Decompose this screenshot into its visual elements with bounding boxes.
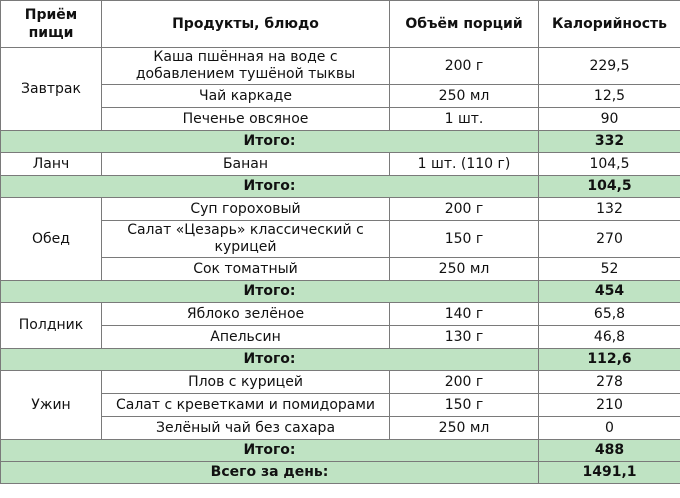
portion-cell: 250 мл <box>390 85 539 108</box>
calories-cell: 210 <box>539 394 680 417</box>
table-row <box>1 258 680 281</box>
portion-cell: 150 г <box>390 394 539 417</box>
product-cell: Каша пшённая на воде с добавлением тушёной тыквы <box>102 48 390 85</box>
portion-cell: 1 шт. (110 г) <box>390 153 539 176</box>
calories-cell: 278 <box>539 371 680 394</box>
table-row <box>1 417 680 440</box>
meal-name: Ужин <box>1 371 102 440</box>
table-row <box>1 85 680 108</box>
subtotal-value: 488 <box>539 440 680 462</box>
portion-cell: 130 г <box>390 326 539 349</box>
subtotal-label: Итого: <box>1 176 539 198</box>
product-cell: Сок томатный <box>102 258 390 281</box>
calories-cell: 270 <box>539 221 680 258</box>
product-cell: Салат «Цезарь» классический с курицей <box>102 221 390 258</box>
table-row <box>1 394 680 417</box>
portion-cell: 150 г <box>390 221 539 258</box>
portion-cell: 200 г <box>390 48 539 85</box>
portion-cell: 250 мл <box>390 417 539 440</box>
product-cell: Яблоко зелёное <box>102 303 390 326</box>
subtotal-row <box>1 131 680 153</box>
portion-cell: 250 мл <box>390 258 539 281</box>
calories-cell: 229,5 <box>539 48 680 85</box>
product-cell: Салат с креветками и помидорами <box>102 394 390 417</box>
subtotal-label: Итого: <box>1 131 539 153</box>
calories-cell: 46,8 <box>539 326 680 349</box>
meal-name: Обед <box>1 198 102 281</box>
meal-name: Завтрак <box>1 48 102 131</box>
header-row <box>1 1 680 48</box>
grand-total-row <box>1 462 680 484</box>
calories-cell: 90 <box>539 108 680 131</box>
table-row <box>1 198 680 221</box>
calories-cell: 65,8 <box>539 303 680 326</box>
subtotal-value: 454 <box>539 281 680 303</box>
table-row <box>1 303 680 326</box>
table-row <box>1 326 680 349</box>
meal-name: Ланч <box>1 153 102 176</box>
product-cell: Плов с курицей <box>102 371 390 394</box>
grand-total-label: Всего за день: <box>1 462 539 484</box>
subtotal-value: 112,6 <box>539 349 680 371</box>
subtotal-value: 332 <box>539 131 680 153</box>
product-cell: Печенье овсяное <box>102 108 390 131</box>
subtotal-row <box>1 440 680 462</box>
table-row <box>1 48 680 85</box>
product-cell: Чай каркаде <box>102 85 390 108</box>
header-calories: Калорийность <box>539 1 680 48</box>
subtotal-label: Итого: <box>1 281 539 303</box>
table-row <box>1 221 680 258</box>
subtotal-row <box>1 176 680 198</box>
header-product: Продукты, блюдо <box>102 1 390 48</box>
subtotal-row <box>1 281 680 303</box>
table-row <box>1 153 680 176</box>
product-cell: Апельсин <box>102 326 390 349</box>
product-cell: Суп гороховый <box>102 198 390 221</box>
portion-cell: 200 г <box>390 198 539 221</box>
product-cell: Зелёный чай без сахара <box>102 417 390 440</box>
subtotal-value: 104,5 <box>539 176 680 198</box>
meal-name: Полдник <box>1 303 102 349</box>
calories-cell: 52 <box>539 258 680 281</box>
calories-cell: 104,5 <box>539 153 680 176</box>
portion-cell: 140 г <box>390 303 539 326</box>
table-row <box>1 108 680 131</box>
calories-cell: 12,5 <box>539 85 680 108</box>
header-meal: Приём пищи <box>1 1 102 48</box>
subtotal-label: Итого: <box>1 349 539 371</box>
calories-cell: 132 <box>539 198 680 221</box>
grand-total-value: 1491,1 <box>539 462 680 484</box>
subtotal-label: Итого: <box>1 440 539 462</box>
product-cell: Банан <box>102 153 390 176</box>
portion-cell: 1 шт. <box>390 108 539 131</box>
calories-cell: 0 <box>539 417 680 440</box>
subtotal-row <box>1 349 680 371</box>
table-row <box>1 371 680 394</box>
header-portion: Объём порций <box>390 1 539 48</box>
portion-cell: 200 г <box>390 371 539 394</box>
